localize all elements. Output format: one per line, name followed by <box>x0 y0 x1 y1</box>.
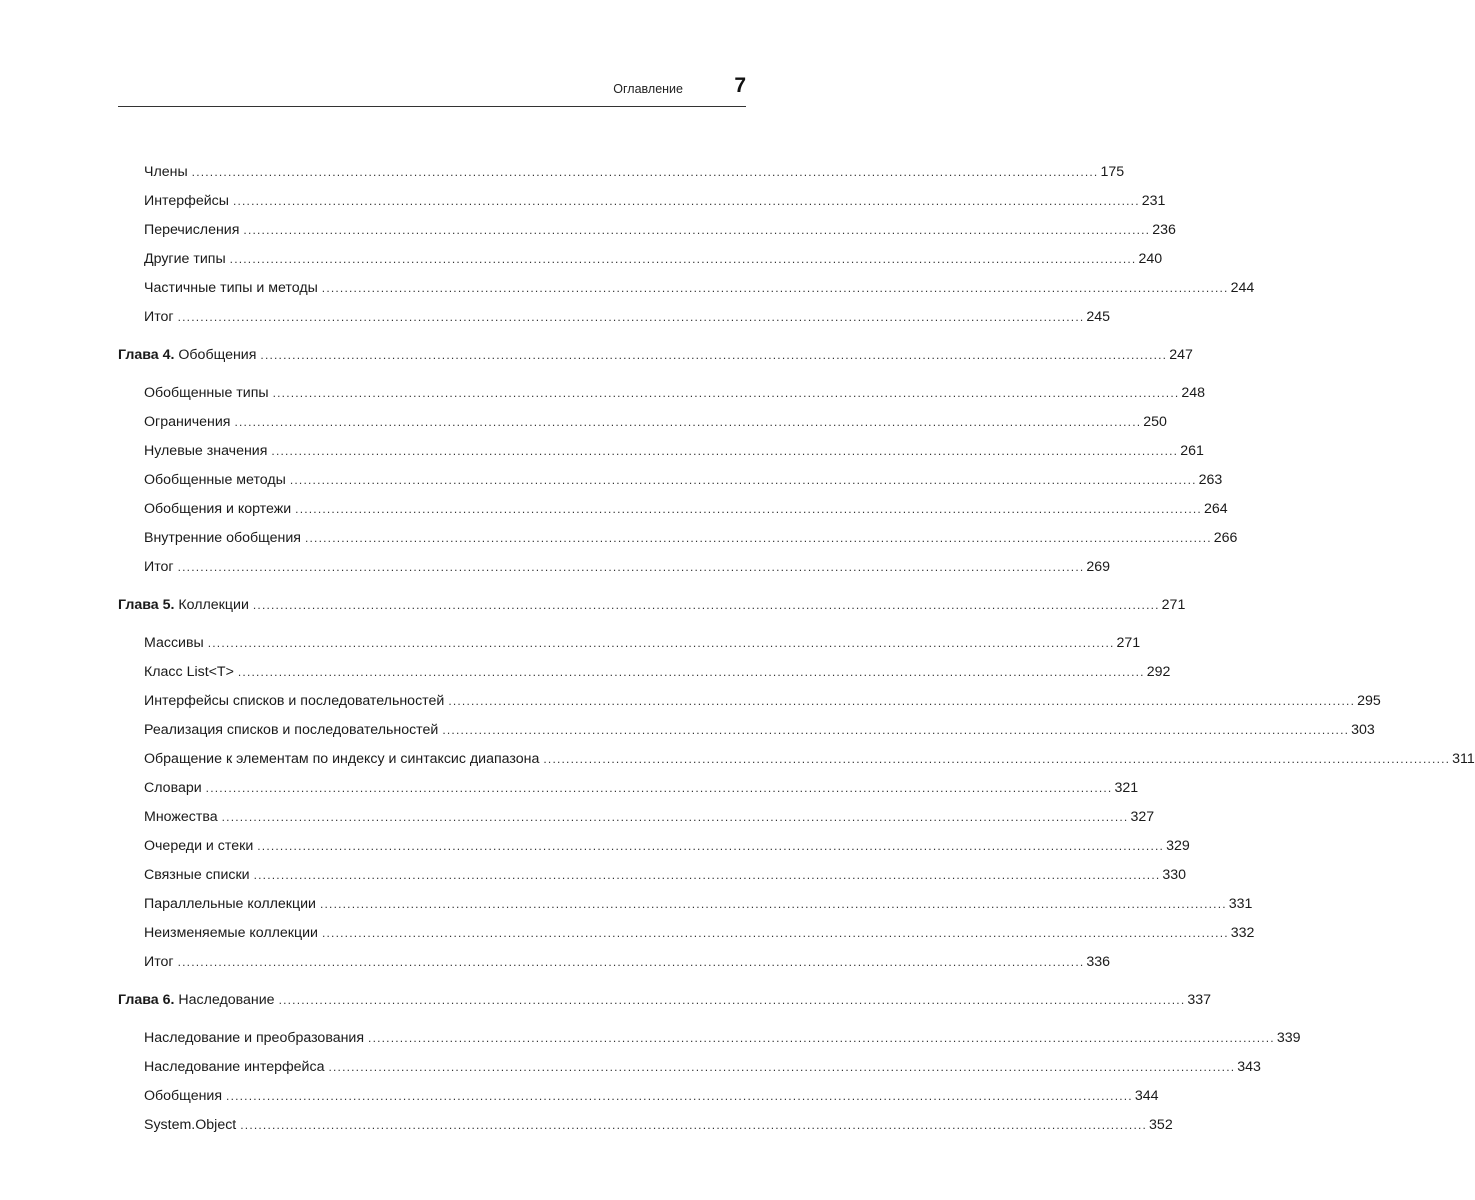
toc-entry-label: Другие типы <box>144 250 226 267</box>
toc-entry-page: 332 <box>1230 925 1255 941</box>
chapter-number: Глава 5. <box>118 597 175 614</box>
toc-entry[interactable] <box>144 191 1166 211</box>
toc-entry-page: 352 <box>1149 1117 1173 1134</box>
toc-chapter-entry[interactable] <box>118 345 1193 365</box>
toc-entry-title <box>144 441 267 461</box>
dot-leader: ........................................................................................................................................................................................................ <box>177 559 1085 574</box>
running-header-section: Оглавление <box>613 82 683 96</box>
toc-entry[interactable] <box>144 470 1223 490</box>
toc-entry[interactable] <box>144 691 1381 711</box>
toc-entry-page: 264 <box>1203 501 1228 517</box>
toc-entry-page: 236 <box>1152 221 1176 238</box>
toc-entry-title <box>144 633 204 653</box>
toc-entry-page: 330 <box>1162 867 1187 884</box>
dot-leader: ........................................................................................................................................................................................................ <box>252 598 1160 613</box>
toc-entry-title <box>144 952 174 972</box>
toc-entry-page: 248 <box>1181 385 1206 402</box>
toc-chapter-entry[interactable] <box>118 595 1186 615</box>
toc-entry-label: Обобщения и кортежи <box>144 501 292 517</box>
toc-entry[interactable] <box>144 778 1139 798</box>
toc-entry[interactable] <box>144 383 1206 403</box>
toc-entry-page: 303 <box>1351 722 1375 739</box>
dot-leader: ........................................................................................................................................................................................................ <box>328 1060 1236 1075</box>
toc-entry-page: 295 <box>1357 693 1381 710</box>
toc-entry-title <box>144 162 188 182</box>
toc-entry-title <box>144 1057 324 1077</box>
dot-leader: ........................................................................................................................................................................................................ <box>240 1118 1148 1133</box>
dot-leader: ........................................................................................................................................................................................................ <box>232 193 1140 208</box>
dot-leader: ........................................................................................................................................................................................................ <box>368 1031 1275 1046</box>
toc-entry-title <box>144 470 286 490</box>
toc-entry-page: 245 <box>1086 308 1111 325</box>
toc-entry-label: Словари <box>144 780 202 797</box>
toc-entry-page: 292 <box>1146 664 1171 681</box>
dot-leader: ........................................................................................................................................................................................................ <box>319 897 1227 911</box>
toc-entry-label: Коллекции <box>178 597 249 614</box>
toc-entry[interactable] <box>144 557 1111 577</box>
dot-leader: ........................................................................................................................................................................................................ <box>177 954 1085 969</box>
dot-leader: ........................................................................................................................................................................................................ <box>260 348 1168 362</box>
toc-entry-title <box>144 220 239 240</box>
toc-entry-title <box>144 720 438 740</box>
chapter-number: Глава 4. <box>118 347 175 363</box>
toc-entry-page: 337 <box>1187 992 1212 1009</box>
toc-entry-label: System.Object <box>144 1117 237 1134</box>
toc-entry-label: Итог <box>144 953 174 970</box>
toc-entry[interactable] <box>144 749 1475 769</box>
toc-entry-label: Обобщенные методы <box>144 472 286 489</box>
dot-leader: ........................................................................................................................................................................................................ <box>442 723 1350 738</box>
toc-entry-title <box>144 499 291 519</box>
toc-entry-title <box>144 307 174 327</box>
toc-entry-page: 271 <box>1161 597 1186 614</box>
toc-entry-label: Внутренние обобщения <box>144 530 301 546</box>
dot-leader: ........................................................................................................................................................................................................ <box>272 386 1180 401</box>
toc-entry-page: 321 <box>1114 780 1139 797</box>
dot-leader: ........................................................................................................................................................................................................ <box>177 309 1085 324</box>
toc-entry-title <box>144 662 234 682</box>
toc-entry[interactable] <box>144 412 1167 432</box>
toc-entry-title <box>144 249 226 269</box>
toc-entry-page: 244 <box>1230 279 1255 296</box>
toc-entry-label: Связные списки <box>144 867 250 884</box>
toc-entry[interactable] <box>144 633 1141 653</box>
toc-entry-page: 339 <box>1276 1030 1301 1047</box>
dot-leader: ........................................................................................................................................................................................................ <box>304 531 1212 545</box>
toc-entry-label: Члены <box>144 164 188 180</box>
toc-entry-page: 240 <box>1138 250 1163 267</box>
toc-entry-page: 271 <box>1116 635 1141 652</box>
toc-entry-label: Неизменяемые коллекции <box>144 925 318 941</box>
dot-leader: ........................................................................................................................................................................................................ <box>321 926 1229 940</box>
toc-chapter-entry[interactable] <box>118 990 1212 1010</box>
toc-entry-page: 263 <box>1198 472 1223 489</box>
toc-entry[interactable] <box>144 249 1163 269</box>
dot-leader: ........................................................................................................................................................................................................ <box>271 444 1179 459</box>
dot-leader: ........................................................................................................................................................................................................ <box>229 251 1137 266</box>
toc-entry-label: Итог <box>144 558 174 575</box>
dot-leader: ........................................................................................................................................................................................................ <box>234 415 1142 430</box>
toc-entry-title <box>144 528 301 548</box>
toc-entry-page: 250 <box>1143 414 1167 431</box>
toc-entry-label: Очереди и стеки <box>144 838 254 855</box>
toc-entry-page: 336 <box>1086 953 1111 970</box>
toc-entry[interactable] <box>144 307 1111 327</box>
toc-entry-page: 261 <box>1180 443 1204 460</box>
toc-entry-page: 231 <box>1141 192 1166 209</box>
dot-leader: ........................................................................................................................................................................................................ <box>237 665 1145 680</box>
toc-entry-title <box>144 691 444 711</box>
dot-leader: ........................................................................................................................................................................................................ <box>253 868 1161 883</box>
toc-entry[interactable] <box>144 1115 1173 1135</box>
toc-entry-page: 175 <box>1100 164 1125 180</box>
toc-entry-label: Нулевые значения <box>144 443 268 460</box>
toc-entry-label: Наследование <box>178 992 275 1009</box>
dot-leader: ........................................................................................................................................................................................................ <box>205 781 1113 796</box>
toc-entry-title <box>144 191 229 211</box>
toc-entry[interactable] <box>144 1028 1301 1048</box>
toc-entry[interactable] <box>144 499 1228 519</box>
toc-entry[interactable] <box>144 720 1375 740</box>
toc-entry-title <box>144 1086 222 1106</box>
toc-entry-label: Итог <box>144 308 174 325</box>
toc-entry-title <box>144 1115 236 1135</box>
toc-entry-title <box>118 990 275 1010</box>
toc-entry-label: Реализация списков и последовательностей <box>144 722 439 739</box>
toc-entry-page: 329 <box>1166 838 1190 855</box>
toc-entry-label: Параллельные коллекции <box>144 896 316 912</box>
toc-entry[interactable] <box>144 865 1187 885</box>
toc-entry[interactable] <box>144 278 1255 298</box>
toc-entry-label: Интерфейсы списков и последовательностей <box>144 693 445 710</box>
dot-leader: ........................................................................................................................................................................................................ <box>543 752 1451 767</box>
dot-leader: ........................................................................................................................................................................................................ <box>321 280 1229 295</box>
running-header <box>118 72 746 107</box>
toc-entry-label: Массивы <box>144 635 204 652</box>
toc-entry-title <box>144 923 318 943</box>
page-number: 7 <box>734 74 746 97</box>
toc-entry-title <box>144 412 230 432</box>
toc-entry-label: Интерфейсы <box>144 192 229 209</box>
dot-leader: ........................................................................................................................................................................................................ <box>243 222 1151 237</box>
toc-entry-title <box>144 807 218 827</box>
toc-entry[interactable] <box>144 952 1111 972</box>
toc-entry-page: 331 <box>1228 896 1253 912</box>
toc-entry-page: 327 <box>1130 809 1155 826</box>
toc-entry[interactable] <box>144 1086 1159 1106</box>
toc-entry-page: 344 <box>1134 1088 1159 1105</box>
dot-leader: ........................................................................................................................................................................................................ <box>289 473 1197 488</box>
dot-leader: ........................................................................................................................................................................................................ <box>448 694 1356 709</box>
toc-entry-title <box>144 778 202 798</box>
toc-entry-label: Обобщения <box>178 347 257 363</box>
chapter-number: Глава 6. <box>118 992 175 1009</box>
toc-entry[interactable] <box>144 894 1253 914</box>
toc-entry[interactable] <box>144 836 1190 856</box>
toc-entry-label: Наследование и преобразования <box>144 1030 365 1047</box>
dot-leader: ........................................................................................................................................................................................................ <box>295 502 1202 516</box>
dot-leader: ........................................................................................................................................................................................................ <box>226 1089 1133 1104</box>
toc-entry-title <box>144 894 316 914</box>
toc-entry-title <box>144 557 174 577</box>
toc-entry-page: 311 <box>1452 751 1475 768</box>
dot-leader: ........................................................................................................................................................................................................ <box>221 810 1129 825</box>
toc-entry[interactable] <box>144 220 1176 240</box>
dot-leader: ........................................................................................................................................................................................................ <box>207 636 1115 651</box>
toc-entry-label: Обращение к элементам по индексу и синтаксис диапазона <box>144 751 540 768</box>
toc-entry-page: 266 <box>1213 530 1238 546</box>
toc-entry[interactable] <box>144 528 1238 548</box>
toc-entry-title <box>118 595 249 615</box>
toc-entry-title <box>144 836 253 856</box>
toc-entry-page: 247 <box>1169 347 1193 363</box>
toc-entry-page: 269 <box>1086 558 1111 575</box>
toc-entry-label: Обобщенные типы <box>144 385 269 402</box>
toc-entry-page: 343 <box>1237 1059 1261 1076</box>
toc-entry[interactable] <box>144 1057 1261 1077</box>
dot-leader: ........................................................................................................................................................................................................ <box>257 839 1165 854</box>
toc-entry-label: Множества <box>144 809 218 826</box>
toc-entry-title <box>118 345 256 365</box>
toc-entry-label: Перечисления <box>144 221 240 238</box>
toc-entry-label: Обобщения <box>144 1088 223 1105</box>
toc-entry[interactable] <box>144 162 1125 182</box>
toc-entry-title <box>144 865 250 885</box>
toc-entry-label: Наследование интерфейса <box>144 1059 325 1076</box>
dot-leader: ........................................................................................................................................................................................................ <box>278 993 1186 1008</box>
toc-entry-title <box>144 278 318 298</box>
toc-entry[interactable] <box>144 923 1255 943</box>
toc-entry-label: Частичные типы и методы <box>144 279 318 296</box>
toc-entry[interactable] <box>144 662 1171 682</box>
toc-entry-label: Ограничения <box>144 414 231 431</box>
toc-entry-title <box>144 1028 364 1048</box>
toc-entry-label: Класс List<T> <box>144 664 234 681</box>
toc-entry[interactable] <box>144 441 1204 461</box>
toc-entry[interactable] <box>144 807 1155 827</box>
toc-entry-title <box>144 749 539 769</box>
toc-entry-title <box>144 383 269 403</box>
dot-leader: ........................................................................................................................................................................................................ <box>191 165 1099 179</box>
